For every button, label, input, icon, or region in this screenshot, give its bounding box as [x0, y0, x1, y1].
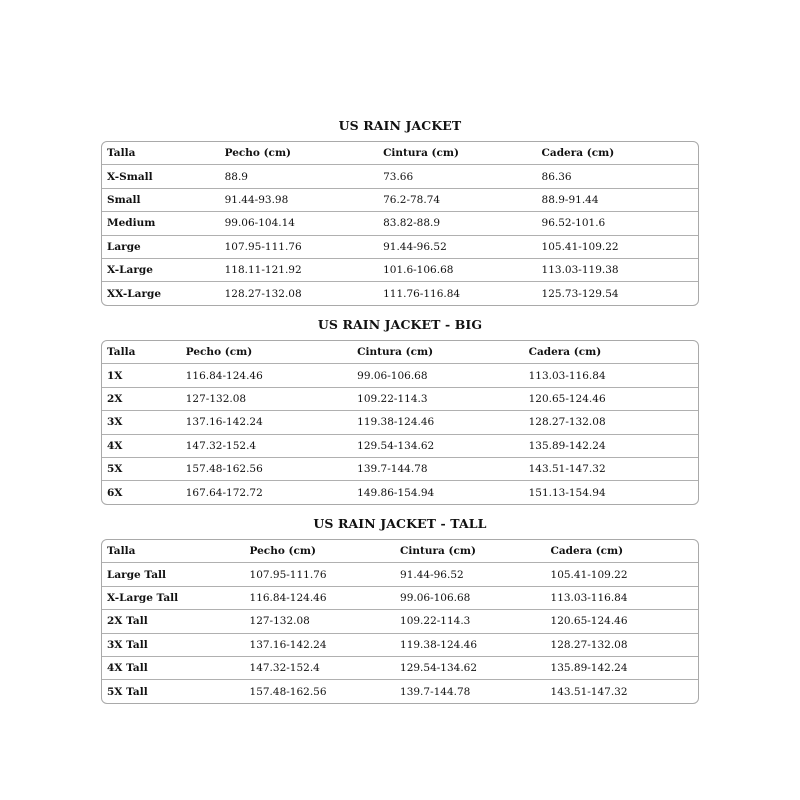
- waist-cell: 111.76-116.84: [383, 287, 461, 300]
- chest-cell: 99.06-104.14: [224, 217, 295, 230]
- header-cell-size: Talla: [107, 545, 136, 558]
- size-cell: 1X: [107, 369, 123, 382]
- table-row: [102, 387, 698, 410]
- hip-cell: 143.51-147.32: [550, 685, 628, 698]
- section-title: US RAIN JACKET - TALL: [313, 516, 487, 531]
- table-row: [102, 586, 698, 609]
- size-cell: X-Large Tall: [107, 591, 179, 604]
- waist-cell: 109.22-114.3: [357, 392, 428, 405]
- hip-cell: 128.27-132.08: [550, 638, 628, 651]
- size-cell: XX-Large: [107, 287, 162, 300]
- header-cell-chest: Pecho (cm): [249, 545, 316, 558]
- waist-cell: 119.38-124.46: [400, 638, 478, 651]
- hip-cell: 151.13-154.94: [528, 486, 606, 499]
- size-table: [101, 539, 699, 704]
- waist-cell: 99.06-106.68: [400, 591, 471, 604]
- hip-cell: 113.03-116.84: [550, 591, 628, 604]
- waist-cell: 83.82-88.9: [383, 217, 441, 230]
- hip-cell: 135.89-142.24: [528, 439, 606, 452]
- table-row: [102, 281, 698, 304]
- size-cell: 4X Tall: [107, 662, 148, 675]
- header-cell-size: Talla: [107, 346, 136, 359]
- table-row: [102, 188, 698, 211]
- size-cell: X-Large: [107, 264, 153, 277]
- table-row: [102, 656, 698, 679]
- header-cell-waist: Cintura (cm): [400, 545, 476, 558]
- size-cell: 2X Tall: [107, 615, 148, 628]
- table-row: [102, 164, 698, 187]
- hip-cell: 86.36: [541, 170, 572, 183]
- table-header-row: [102, 341, 698, 363]
- waist-cell: 91.44-96.52: [383, 240, 447, 253]
- hip-cell: 113.03-119.38: [541, 264, 619, 277]
- size-cell: 4X: [107, 439, 123, 452]
- chest-cell: 137.16-142.24: [185, 416, 263, 429]
- header-cell-hip: Cadera (cm): [528, 346, 602, 359]
- chest-cell: 128.27-132.08: [224, 287, 302, 300]
- chest-cell: 147.32-152.4: [185, 439, 257, 452]
- hip-cell: 105.41-109.22: [541, 240, 619, 253]
- header-cell-chest: Pecho (cm): [224, 147, 292, 160]
- size-cell: 5X: [107, 463, 123, 476]
- size-cell: 3X Tall: [107, 638, 148, 651]
- table-row: [102, 457, 698, 480]
- waist-cell: 99.06-106.68: [357, 369, 428, 382]
- size-cell: X-Small: [107, 170, 153, 183]
- table-header-row: [102, 540, 698, 562]
- table-row: [102, 679, 698, 702]
- table-row: [102, 434, 698, 457]
- hip-cell: 105.41-109.22: [550, 568, 628, 581]
- size-chart-tall: [101, 515, 699, 704]
- header-cell-size: Talla: [107, 147, 136, 160]
- waist-cell: 91.44-96.52: [400, 568, 464, 581]
- size-cell: Small: [107, 193, 141, 206]
- hip-cell: 120.65-124.46: [550, 615, 628, 628]
- chest-cell: 91.44-93.98: [224, 193, 289, 206]
- size-table: [101, 141, 699, 306]
- chest-cell: 88.9: [224, 170, 248, 183]
- chest-cell: 127-132.08: [185, 392, 247, 405]
- table-row: [102, 235, 698, 258]
- chest-cell: 107.95-111.76: [249, 568, 327, 581]
- table-header-row: [102, 142, 698, 164]
- chest-cell: 116.84-124.46: [185, 369, 263, 382]
- hip-cell: 120.65-124.46: [528, 392, 606, 405]
- waist-cell: 129.54-134.62: [400, 662, 478, 675]
- size-cell: Medium: [107, 217, 156, 230]
- header-cell-chest: Pecho (cm): [185, 346, 253, 359]
- waist-cell: 149.86-154.94: [357, 486, 435, 499]
- chest-cell: 116.84-124.46: [249, 591, 327, 604]
- hip-cell: 88.9-91.44: [541, 193, 599, 206]
- waist-cell: 119.38-124.46: [357, 416, 435, 429]
- chest-cell: 107.95-111.76: [224, 240, 302, 253]
- hip-cell: 128.27-132.08: [528, 416, 606, 429]
- chest-cell: 157.48-162.56: [185, 463, 263, 476]
- chest-cell: 137.16-142.24: [249, 638, 327, 651]
- size-cell: 6X: [107, 486, 123, 499]
- size-cell: 2X: [107, 392, 123, 405]
- chest-cell: 147.32-152.4: [249, 662, 320, 675]
- size-cell: Large: [107, 240, 141, 253]
- header-cell-waist: Cintura (cm): [357, 346, 434, 359]
- size-cell: 3X: [107, 416, 123, 429]
- section-title: US RAIN JACKET - BIG: [317, 317, 483, 332]
- hip-cell: 125.73-129.54: [541, 287, 619, 300]
- header-cell-waist: Cintura (cm): [383, 147, 459, 160]
- waist-cell: 109.22-114.3: [400, 615, 471, 628]
- table-row: [102, 480, 698, 503]
- size-cell: 5X Tall: [107, 685, 148, 698]
- waist-cell: 139.7-144.78: [400, 685, 471, 698]
- section-title: US RAIN JACKET: [338, 118, 462, 133]
- header-cell-hip: Cadera (cm): [550, 545, 624, 558]
- waist-cell: 76.2-78.74: [383, 193, 441, 206]
- hip-cell: 135.89-142.24: [550, 662, 628, 675]
- table-row: [102, 633, 698, 656]
- table-row: [102, 609, 698, 632]
- size-chart-big: [101, 316, 699, 505]
- size-table: [101, 340, 699, 505]
- table-row: [102, 363, 698, 386]
- hip-cell: 113.03-116.84: [528, 369, 606, 382]
- chest-cell: 157.48-162.56: [249, 685, 327, 698]
- header-cell-hip: Cadera (cm): [541, 147, 615, 160]
- size-cell: Large Tall: [107, 568, 166, 581]
- table-row: [102, 258, 698, 281]
- size-chart-regular: [101, 117, 699, 306]
- hip-cell: 143.51-147.32: [528, 463, 606, 476]
- chest-cell: 127-132.08: [249, 615, 310, 628]
- waist-cell: 101.6-106.68: [383, 264, 454, 277]
- table-row: [102, 562, 698, 585]
- chest-cell: 167.64-172.72: [185, 486, 263, 499]
- table-row: [102, 211, 698, 234]
- hip-cell: 96.52-101.6: [541, 217, 606, 230]
- waist-cell: 129.54-134.62: [357, 439, 435, 452]
- waist-cell: 139.7-144.78: [357, 463, 428, 476]
- waist-cell: 73.66: [383, 170, 414, 183]
- table-row: [102, 410, 698, 433]
- chest-cell: 118.11-121.92: [224, 264, 302, 277]
